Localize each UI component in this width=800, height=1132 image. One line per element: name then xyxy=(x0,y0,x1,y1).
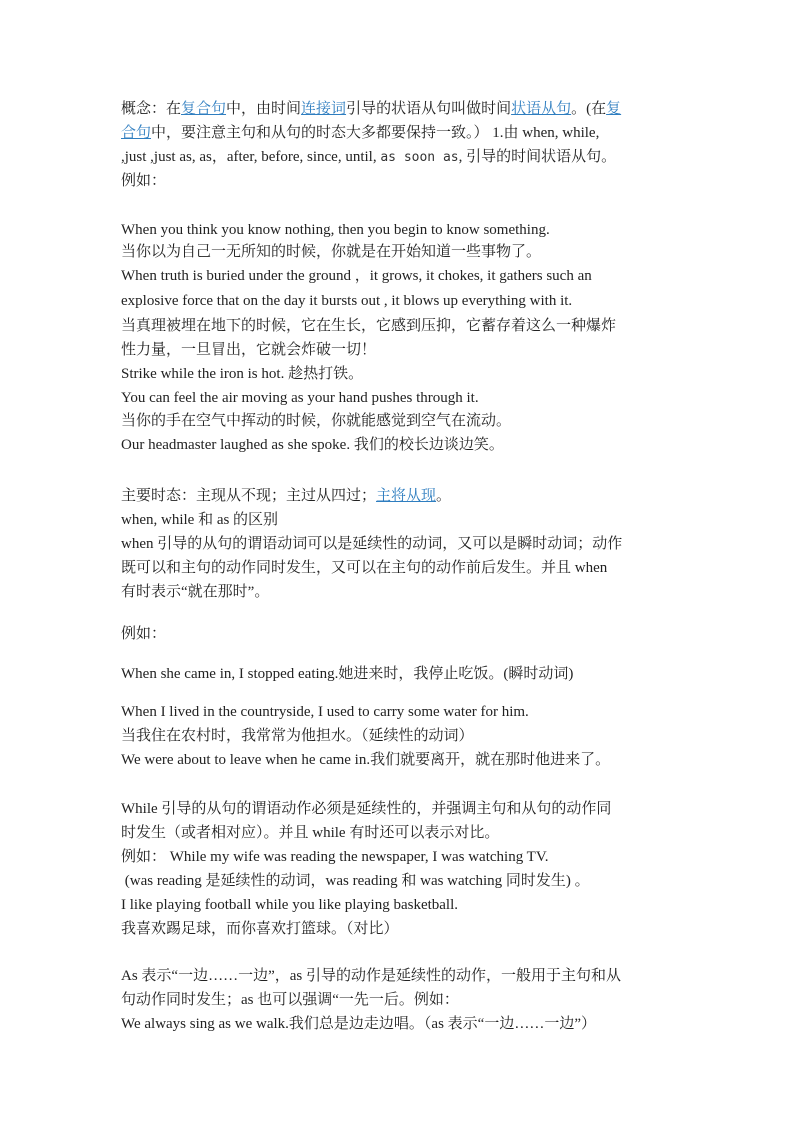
example-line: 当真理被埋在地下的时候，它在生长，它感到压抑，它蓄存着这么一种爆炸 xyxy=(121,318,617,334)
when-example-line: 当我住在农村时，我常常为他担水。（延续性的动词） xyxy=(121,728,474,744)
examples-block-1 xyxy=(121,221,681,457)
difference-block xyxy=(121,508,681,604)
example-line: You can feel the air moving as your hand pushes through it. xyxy=(121,390,479,406)
difference-line: when 引导的从句的谓语动词可以是延续性的动词，又可以是瞬时动词；动作 xyxy=(121,536,623,552)
example-line: When truth is buried under the ground ，it grows, it chokes, it gathers such an xyxy=(121,268,592,284)
example-line: Our headmaster laughed as she spoke. 我们的校长边谈边笑。 xyxy=(121,437,504,453)
example-line: When you think you know nothing, then you begin to know something. xyxy=(121,222,550,238)
concept-text: 。(在 xyxy=(571,101,607,117)
while-line: While 引导的从句的谓语动作必须是延续性的，并强调主句和从句的动作同 xyxy=(121,801,612,817)
link-compound-sentence[interactable]: 复合句 xyxy=(181,101,227,117)
link-adverbial-clause[interactable]: 状语从句 xyxy=(511,101,572,117)
concept-text: 中，要注意主句和从句的时态大多都要保持一致。） 1.由 when, while, xyxy=(151,125,600,141)
as-line: We always sing as we walk.我们总是边走边唱。（as 表示“一边……一边”） xyxy=(121,1016,596,1032)
document-page xyxy=(121,97,681,1036)
when-example-block-2 xyxy=(121,700,681,772)
tense-text: 。 xyxy=(436,488,452,504)
example-line: 当你以为自己一无所知的时候，你就是在开始知道一些事物了。 xyxy=(121,244,542,260)
tense-rule xyxy=(121,484,681,508)
when-example-line: We were about to leave when he came in.我们就要离开，就在那时他进来了。 xyxy=(121,752,611,768)
concept-text: 中，由时间 xyxy=(226,101,302,117)
difference-line: 既可以和主句的动作同时发生，又可以在主句的动作前后发生。并且 when xyxy=(121,560,608,576)
link-main-future[interactable]: 主将从现 xyxy=(376,488,437,504)
as-block xyxy=(121,964,681,1036)
as-line: 句动作同时发生；as 也可以强调“一先一后。例如： xyxy=(121,992,459,1008)
concept-line-3 xyxy=(121,145,681,169)
difference-heading: when, while 和 as 的区别 xyxy=(121,512,279,528)
concept-text: 引导的状语从句叫做时间 xyxy=(346,101,512,117)
concept-paragraph xyxy=(121,97,681,193)
concept-text: ,just ,just as, as，after, before, since, until, xyxy=(121,149,381,165)
as-line: As 表示“一边……一边”，as 引导的动作是延续性的动作，一般用于主句和从 xyxy=(121,968,621,984)
when-example-1: When she came in, I stopped eating.她进来时，我停止吃饭。(瞬时动词) xyxy=(121,666,574,682)
difference-line: 有时表示“就在那时”。 xyxy=(121,584,270,600)
concept-line-2 xyxy=(121,121,681,145)
while-line: 我喜欢踢足球，而你喜欢打篮球。（对比） xyxy=(121,921,399,937)
link-compound-sentence-2b[interactable]: 合句 xyxy=(121,125,152,141)
concept-text: 概念：在 xyxy=(121,101,182,117)
while-line: I like playing football while you like playing basketball. xyxy=(121,897,459,913)
example-line: explosive force that on the day it bursts out , it blows up everything with it. xyxy=(121,293,573,309)
tense-text: 主要时态：主现从不现；主过从四过； xyxy=(121,488,377,504)
concept-as-soon-as: as soon as xyxy=(380,150,459,165)
concept-text: , 引导的时间状语从句。 xyxy=(458,149,617,165)
while-block xyxy=(121,797,681,941)
concept-example-label: 例如： xyxy=(121,173,167,189)
concept-line-1 xyxy=(121,97,681,121)
link-compound-sentence-2[interactable]: 复 xyxy=(606,101,622,117)
while-line: (was reading 是延续性的动词，was reading 和 was watching 同时发生) 。 xyxy=(121,873,590,889)
example-line: 性力量，一旦冒出，它就会炸破一切！ xyxy=(121,342,377,358)
while-line: 例如： While my wife was reading the newspaper, I was watching TV. xyxy=(121,849,549,865)
link-conjunction[interactable]: 连接词 xyxy=(301,101,347,117)
example-line: Strike while the iron is hot. 趁热打铁。 xyxy=(121,366,364,382)
while-line: 时发生（或者相对应）。并且 while 有时还可以表示对比。 xyxy=(121,825,500,841)
when-example-line: When I lived in the countryside, I used to carry some water for him. xyxy=(121,704,529,720)
example-line: 当你的手在空气中挥动的时候，你就能感觉到空气在流动。 xyxy=(121,413,512,429)
example-label: 例如： xyxy=(121,626,167,642)
